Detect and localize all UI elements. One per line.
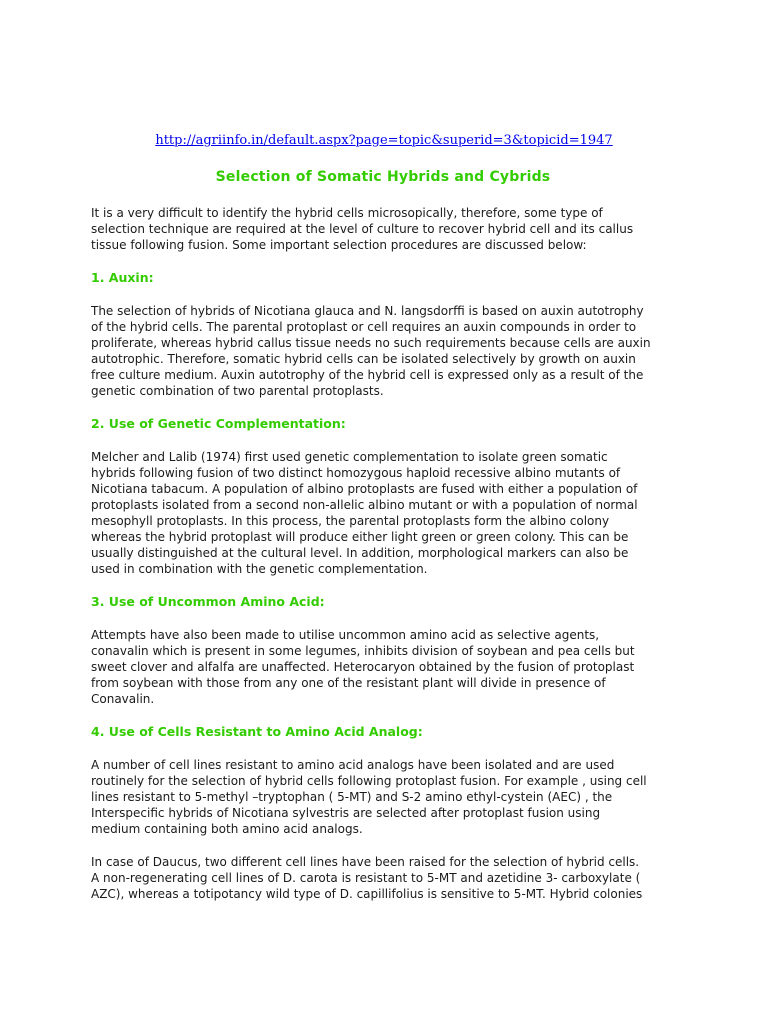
document-body — [91, 205, 691, 902]
section-heading-amino-acid-analog: 4. Use of Cells Resistant to Amino Acid Analog: — [91, 724, 423, 739]
section-heading-genetic-complementation: 2. Use of Genetic Complementation: — [91, 416, 346, 431]
section-paragraph-genetic-complementation: Melcher and Lalib (1974) first used genetic complementation to isolate green somatic hybrids following fusion of two distinct homozygous haploid recessive albino mutants of Nicotiana tabacum. A population of albino protoplasts are fused with either a population of protoplasts isolated from a second non-allelic albino mutant or with a population of normal mesophyll protoplasts. In this process, the parental protoplasts form the albino colony whereas the hybrid protoplast will produce either light green or green colony. This can be usually distinguished at the cultural level. In addition, morphological markers can also be used in combination with the genetic complementation. — [91, 450, 638, 576]
section-paragraph-uncommon-amino-acid: Attempts have also been made to utilise uncommon amino acid as selective agents, conavalin which is present in some legumes, inhibits division of soybean and pea cells but sweet clover and alfalfa are unaffected. Heterocaryon obtained by the fusion of protoplast from soybean with those from any one of the resistant plant will divide in presence of Conavalin. — [91, 628, 635, 706]
section-paragraph-amino-acid-analog-2: In case of Daucus, two different cell lines have been raised for the selection of hybrid cells. A non-regenerating cell lines of D. carota is resistant to 5-MT and azetidine 3- carboxylate ( AZC), whereas a totipotancy wild type of D. capillifolius is sensitive to 5-MT. Hybrid colonies — [91, 855, 643, 901]
section-paragraph-amino-acid-analog-1: A number of cell lines resistant to amino acid analogs have been isolated and are used routinely for the selection of hybrid cells following protoplast fusion. For example , using cell lines resistant to 5-methyl –tryptophan ( 5-MT) and S-2 amino ethyl-cystein (AEC) , the Interspecific hybrids of Nicotiana sylvestris are selected after protoplast fusion using medium containing both amino acid analogs. — [91, 758, 647, 836]
intro-paragraph: It is a very difficult to identify the hybrid cells microsopically, therefore, some type of selection technique are required at the level of culture to recover hybrid cell and its callus tissue following fusion. Some important selection procedures are discussed below: — [91, 206, 634, 252]
source-url-link[interactable]: http://agriinfo.in/default.aspx?page=topic&superid=3&topicid=1947 — [155, 133, 613, 148]
section-paragraph-auxin: The selection of hybrids of Nicotiana glauca and N. langsdorffi is based on auxin autotrophy of the hybrid cells. The parental protoplast or cell requires an auxin compounds in order to proliferate, whereas hybrid callus tissue needs no such requirements because cells are auxin autotrophic. Therefore, somatic hybrid cells can be isolated selectively by growth on auxin free culture medium. Auxin autotrophy of the hybrid cell is expressed only as a result of the genetic combination of two parental protoplasts. — [91, 304, 651, 398]
document-title: Selection of Somatic Hybrids and Cybrids — [215, 169, 551, 185]
section-heading-auxin: 1. Auxin: — [91, 270, 154, 285]
section-heading-uncommon-amino-acid: 3. Use of Uncommon Amino Acid: — [91, 594, 325, 609]
